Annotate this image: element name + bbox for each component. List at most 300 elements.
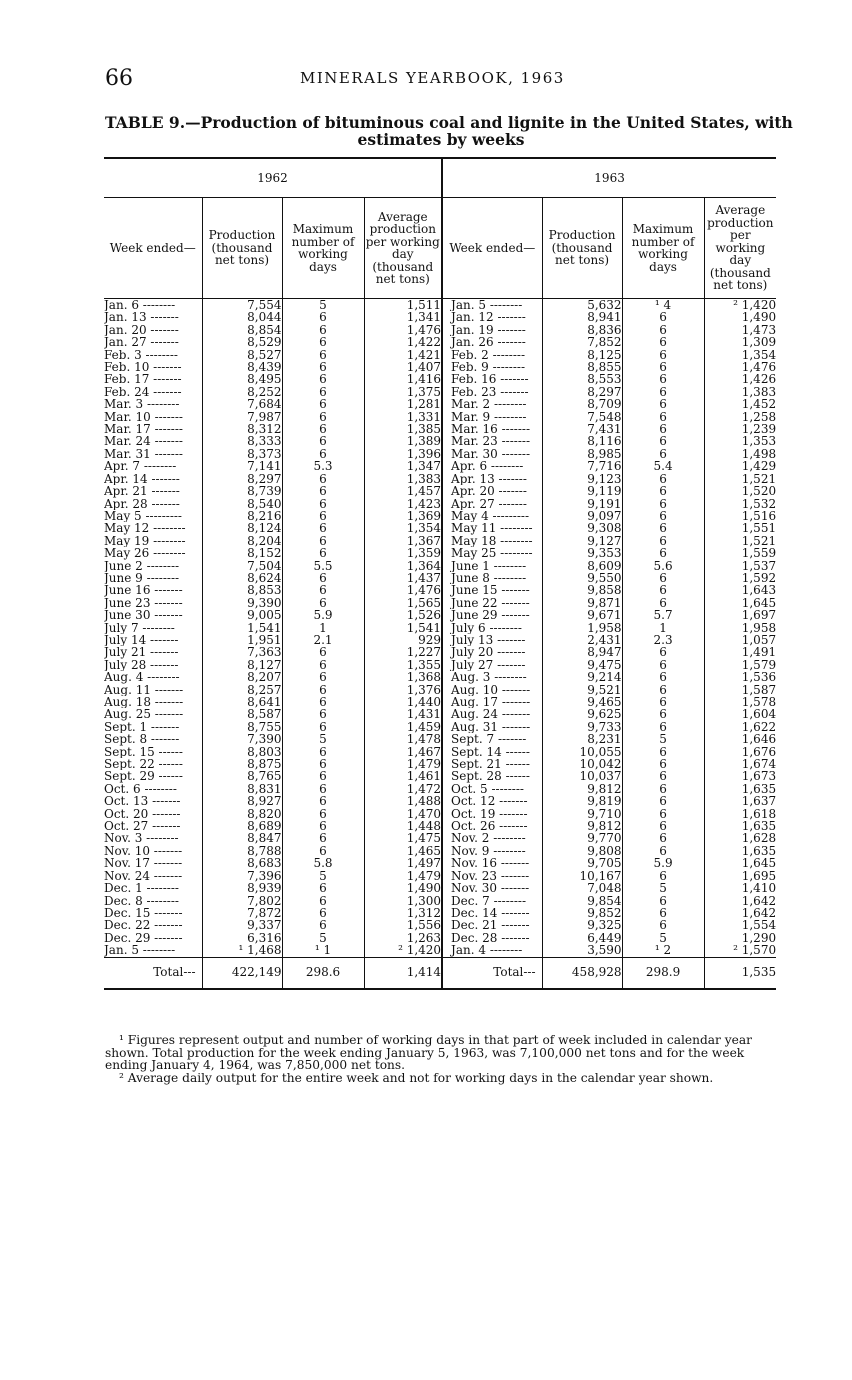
avg-1963-cell: ² 1,570	[733, 944, 777, 958]
table-row	[104, 634, 776, 646]
max-days-1963-cell: 6	[622, 684, 704, 696]
caption-line-1: TABLE 9.—Production of bituminous coal and lignite in the United States, with	[105, 113, 793, 132]
week-1963-cell: Apr. 6 --------	[442, 460, 542, 472]
max-days-1962-cell: 6	[282, 510, 364, 522]
avg-1963-cell: 1,645	[741, 596, 777, 610]
max-days-1962-cell: 2.1	[282, 634, 364, 646]
table-row	[104, 510, 776, 522]
avg-1962-cell: 1,359	[406, 547, 442, 560]
table-row	[104, 696, 776, 708]
week-1962-cell: Sept. 15 ------	[104, 746, 202, 758]
week-1962-cell: Oct. 6 --------	[104, 783, 202, 795]
avg-1963-cell: 1,353	[741, 435, 777, 448]
week-1962-cell: Oct. 13 -------	[104, 795, 202, 807]
production-1962-cell: 8,495	[202, 373, 282, 385]
production-1962-cell: 7,987	[202, 411, 282, 423]
table-row	[104, 944, 776, 957]
table-row	[104, 460, 776, 472]
table-row	[104, 299, 776, 312]
total-production-1963: 458,928	[542, 957, 622, 989]
week-1962-cell: Dec. 15 -------	[104, 907, 202, 919]
table-row	[104, 932, 776, 944]
week-1962-cell: Feb. 17 -------	[104, 373, 202, 385]
production-1962-cell: 1,541	[202, 622, 282, 634]
production-1962-cell: 8,765	[202, 770, 282, 782]
avg-1962-cell: 1,437	[406, 571, 442, 585]
week-1963-cell: Feb. 2 --------	[442, 349, 542, 361]
avg-1962-cell: 1,385	[406, 423, 442, 436]
max-days-1962-cell: 5	[282, 870, 364, 882]
max-days-1963-cell: 6	[622, 522, 704, 534]
production-1963-cell: 9,475	[542, 659, 622, 671]
max-days-1963-cell: 6	[622, 547, 704, 559]
production-1962-cell: 7,396	[202, 870, 282, 882]
avg-1962-cell: 1,476	[406, 323, 442, 337]
production-1962-cell: 8,624	[202, 572, 282, 584]
production-1962-cell: 8,297	[202, 473, 282, 485]
week-1962-cell: June 23 -------	[104, 597, 202, 609]
production-1962-cell: 8,831	[202, 783, 282, 795]
total-avg-1962: 1,414	[364, 957, 442, 989]
max-days-1963-cell: 6	[622, 435, 704, 447]
production-1962-cell: 8,207	[202, 671, 282, 683]
production-1963-cell: 8,941	[542, 311, 622, 323]
week-1963-cell: Jan. 26 -------	[442, 336, 542, 348]
max-days-1962-cell: 6	[282, 708, 364, 720]
table-row	[104, 845, 776, 857]
avg-1963-cell: 1,532	[741, 497, 777, 510]
week-1963-cell: Dec. 7 --------	[442, 895, 542, 907]
max-days-1963-cell: 6	[622, 919, 704, 931]
week-1962-cell: Apr. 21 -------	[104, 485, 202, 497]
max-days-1963-cell: 6	[622, 820, 704, 832]
avg-1963-cell: 1,697	[741, 609, 777, 622]
max-days-1963-cell: 6	[622, 746, 704, 758]
max-days-1963-cell: 6	[622, 324, 704, 336]
production-1963-cell: 9,819	[542, 795, 622, 807]
max-days-1963-cell: 6	[622, 398, 704, 410]
table-row	[104, 746, 776, 758]
week-1962-cell: Jan. 5 --------	[104, 944, 202, 957]
production-1963-cell: 8,609	[542, 560, 622, 572]
production-1963-cell: 9,465	[542, 696, 622, 708]
avg-1962-cell: 929	[418, 633, 442, 647]
production-header-1963: Production (thousand net tons)	[542, 198, 622, 299]
production-1963-cell: 9,812	[542, 783, 622, 795]
production-1963-cell: 9,808	[542, 845, 622, 857]
week-1963-cell: Oct. 26 -------	[442, 820, 542, 832]
table-row	[104, 572, 776, 584]
avg-1962-cell: 1,376	[406, 683, 442, 696]
avg-1962-cell: 1,541	[406, 621, 442, 634]
max-days-1963-cell: 6	[622, 770, 704, 782]
week-1963-cell: May 4 ---------	[442, 510, 542, 522]
max-days-1962-cell: 1	[282, 622, 364, 634]
production-1963-cell: 7,548	[542, 411, 622, 423]
avg-1963-cell: 1,521	[741, 534, 777, 548]
table-row	[104, 622, 776, 634]
max-days-1963-cell: 5	[622, 733, 704, 745]
avg-1962-cell: 1,448	[406, 820, 442, 833]
production-1962-cell: 8,333	[202, 435, 282, 447]
max-days-1962-cell: 6	[282, 795, 364, 807]
avg-1962-cell: 1,416	[406, 373, 442, 386]
avg-1962-cell: 1,440	[406, 696, 442, 709]
avg-1962-cell: 1,383	[406, 472, 442, 486]
avg-1963-cell: 1,537	[741, 559, 777, 572]
max-days-1962-cell: 5	[282, 932, 364, 944]
production-1963-cell: 9,119	[542, 485, 622, 497]
production-1963-cell: 9,325	[542, 919, 622, 931]
production-1963-cell: 7,716	[542, 460, 622, 472]
production-1963-cell: 7,852	[542, 336, 622, 348]
week-1962-cell: Nov. 10 -------	[104, 845, 202, 857]
week-1962-cell: May 19 --------	[104, 535, 202, 547]
week-1963-cell: Apr. 13 -------	[442, 473, 542, 485]
max-days-1962-cell: 6	[282, 398, 364, 410]
production-1962-cell: 8,439	[202, 361, 282, 373]
week-1962-cell: Sept. 22 ------	[104, 758, 202, 770]
avg-1963-cell: 1,579	[741, 658, 777, 672]
avg-1963-cell: 1,426	[741, 373, 777, 386]
week-1963-cell: Nov. 2 --------	[442, 832, 542, 844]
production-1963-cell: 8,553	[542, 373, 622, 385]
max-days-1963-cell: ¹ 2	[622, 944, 704, 957]
avg-1962-cell: 1,467	[406, 745, 442, 759]
max-days-1962-cell: 6	[282, 597, 364, 609]
table-row	[104, 411, 776, 423]
avg-1963-cell: 1,635	[741, 782, 777, 796]
production-1963-cell: 9,123	[542, 473, 622, 485]
avg-1962-cell: 1,475	[406, 832, 442, 845]
production-1962-cell: 8,755	[202, 721, 282, 733]
week-1963-cell: Dec. 28 -------	[442, 932, 542, 944]
table-row	[104, 560, 776, 572]
max-days-1963-cell: 6	[622, 721, 704, 733]
avg-1963-cell: 1,309	[741, 336, 777, 349]
production-1963-cell: 10,167	[542, 870, 622, 882]
week-1963-cell: Mar. 2 --------	[442, 398, 542, 410]
max-days-1963-cell: 6	[622, 659, 704, 671]
avg-1962-cell: 1,368	[406, 671, 442, 684]
table-row	[104, 770, 776, 782]
max-days-1963-cell: 6	[622, 349, 704, 361]
table-row	[104, 597, 776, 609]
production-1962-cell: 7,504	[202, 560, 282, 572]
week-1963-cell: Feb. 23 -------	[442, 386, 542, 398]
table-row	[104, 584, 776, 596]
avg-1962-cell: 1,556	[406, 919, 442, 932]
week-1962-cell: Apr. 28 -------	[104, 498, 202, 510]
max-days-1963-cell: 6	[622, 845, 704, 857]
table-row	[104, 349, 776, 361]
production-1963-cell: 10,055	[542, 746, 622, 758]
week-1963-cell: Mar. 23 -------	[442, 435, 542, 447]
production-1963-cell: 9,671	[542, 609, 622, 621]
production-1962-cell: 9,005	[202, 609, 282, 621]
week-1963-cell: Aug. 24 -------	[442, 708, 542, 720]
week-1963-cell: June 22 -------	[442, 597, 542, 609]
avg-1963-cell: 1,057	[741, 633, 777, 647]
week-1963-cell: Sept. 28 ------	[442, 770, 542, 782]
max-days-1962-cell: 6	[282, 684, 364, 696]
week-1962-cell: Jan. 20 -------	[104, 324, 202, 336]
avg-1962-cell: 1,476	[406, 584, 442, 597]
table-row	[104, 361, 776, 373]
max-days-1963-cell: 6	[622, 708, 704, 720]
production-1962-cell: 7,802	[202, 895, 282, 907]
week-1963-cell: July 20 -------	[442, 646, 542, 658]
avg-1962-cell: 1,421	[406, 348, 442, 362]
footnote-2: ² Average daily output for the entire week and not for working days in the calendar year shown.	[119, 1070, 714, 1085]
table-row	[104, 485, 776, 497]
production-1962-cell: 8,853	[202, 584, 282, 596]
week-1962-cell: Aug. 18 -------	[104, 696, 202, 708]
max-days-1962-cell: 6	[282, 721, 364, 733]
max-days-1962-cell: 6	[282, 907, 364, 919]
week-1963-cell: Mar. 30 -------	[442, 448, 542, 460]
avg-1962-cell: ² 1,420	[398, 944, 442, 958]
week-1963-cell: June 1 --------	[442, 560, 542, 572]
week-1963-cell: Dec. 21 -------	[442, 919, 542, 931]
production-1962-cell: 8,847	[202, 832, 282, 844]
total-row	[104, 957, 776, 989]
max-days-1962-cell: 6	[282, 547, 364, 559]
avg-header-1963: Average production per working day (thousand net tons)	[704, 198, 776, 299]
production-1962-cell: 8,803	[202, 746, 282, 758]
avg-1963-cell: 1,958	[741, 621, 777, 634]
max-days-1962-cell: 6	[282, 845, 364, 857]
max-days-1963-cell: 6	[622, 336, 704, 348]
footnotes	[105, 1034, 780, 1084]
avg-1962-cell: 1,300	[406, 894, 442, 907]
production-1962-cell: 8,124	[202, 522, 282, 534]
week-1962-cell: July 14 -------	[104, 634, 202, 646]
max-days-1962-cell: 6	[282, 423, 364, 435]
week-1963-cell: Apr. 20 -------	[442, 485, 542, 497]
production-1962-cell: ¹ 1,468	[202, 944, 282, 957]
week-1962-cell: Feb. 24 -------	[104, 386, 202, 398]
table-row	[104, 820, 776, 832]
week-1962-cell: May 5 ---------	[104, 510, 202, 522]
week-1963-cell: July 13 -------	[442, 634, 542, 646]
week-1962-cell: Jan. 6 --------	[104, 299, 202, 312]
production-1963-cell: 7,048	[542, 882, 622, 894]
table-row	[104, 398, 776, 410]
production-1963-cell: 8,125	[542, 349, 622, 361]
max-days-1962-cell: 6	[282, 535, 364, 547]
max-days-1962-cell: 6	[282, 659, 364, 671]
production-1963-cell: 8,297	[542, 386, 622, 398]
max-days-1962-cell: 6	[282, 832, 364, 844]
max-days-1962-cell: 6	[282, 361, 364, 373]
max-days-1963-cell: 5	[622, 932, 704, 944]
avg-1962-cell: 1,461	[406, 770, 442, 783]
production-1963-cell: 8,836	[542, 324, 622, 336]
week-1963-cell: Nov. 23 -------	[442, 870, 542, 882]
max-days-1962-cell: 6	[282, 671, 364, 683]
max-days-1962-cell: ¹ 1	[282, 944, 364, 957]
max-days-1963-cell: 5.7	[622, 609, 704, 621]
max-days-1963-cell: 6	[622, 423, 704, 435]
week-1962-cell: Mar. 24 -------	[104, 435, 202, 447]
max-days-1962-cell: 6	[282, 448, 364, 460]
avg-1962-cell: 1,389	[406, 435, 442, 448]
avg-1963-cell: 1,520	[741, 485, 777, 498]
table-row	[104, 671, 776, 683]
week-1962-cell: Feb. 3 --------	[104, 349, 202, 361]
footnote-1: ¹ Figures represent output and number of working days in that part of week included in calendar year shown. Total production for the week ending January 5, 1963, was 7,100,000 net tons and for the week ending January 4, 1964, was 7,850,000 net tons.	[105, 1033, 752, 1072]
week-1963-cell: Oct. 12 -------	[442, 795, 542, 807]
production-1962-cell: 8,854	[202, 324, 282, 336]
week-1962-cell: Sept. 8 -------	[104, 733, 202, 745]
production-1963-cell: 9,625	[542, 708, 622, 720]
max-days-1962-cell: 6	[282, 584, 364, 596]
week-1963-cell: Oct. 19 -------	[442, 808, 542, 820]
avg-1963-cell: 1,642	[741, 906, 777, 920]
production-1963-cell: 9,127	[542, 535, 622, 547]
production-1963-cell: 8,947	[542, 646, 622, 658]
avg-1963-cell: 1,592	[741, 571, 777, 585]
max-days-1963-cell: 6	[622, 758, 704, 770]
table-row	[104, 832, 776, 844]
avg-1962-cell: 1,511	[406, 298, 442, 312]
production-1962-cell: 8,875	[202, 758, 282, 770]
week-1963-cell: July 6 --------	[442, 622, 542, 634]
production-1962-cell: 8,529	[202, 336, 282, 348]
production-1963-cell: 8,709	[542, 398, 622, 410]
table-row	[104, 857, 776, 869]
production-1962-cell: 8,540	[202, 498, 282, 510]
avg-1962-cell: 1,227	[406, 646, 442, 659]
max-days-1963-cell: 6	[622, 832, 704, 844]
table-row	[104, 870, 776, 882]
avg-1962-cell: 1,431	[406, 708, 442, 721]
week-1962-cell: July 28 -------	[104, 659, 202, 671]
production-1963-cell: 9,550	[542, 572, 622, 584]
avg-1963-cell: 1,643	[741, 584, 777, 597]
table-row	[104, 795, 776, 807]
max-days-1963-cell: 6	[622, 498, 704, 510]
table-row	[104, 373, 776, 385]
table-row	[104, 646, 776, 658]
max-days-1963-cell: 6	[622, 870, 704, 882]
table-row	[104, 547, 776, 559]
table-row	[104, 522, 776, 534]
week-1962-cell: Mar. 17 -------	[104, 423, 202, 435]
production-1962-cell: 9,337	[202, 919, 282, 931]
avg-1962-cell: 1,341	[406, 311, 442, 324]
avg-1963-cell: 1,521	[741, 472, 777, 486]
max-days-1963-cell: 6	[622, 597, 704, 609]
production-1963-cell: 9,770	[542, 832, 622, 844]
max-days-1962-cell: 6	[282, 373, 364, 385]
table-row	[104, 895, 776, 907]
week-1962-cell: May 12 --------	[104, 522, 202, 534]
max-days-1962-cell: 6	[282, 783, 364, 795]
year-1962-header: 1962	[104, 158, 442, 198]
max-days-1962-cell: 6	[282, 820, 364, 832]
total-days-1963: 298.9	[622, 957, 704, 989]
avg-1963-cell: 1,578	[741, 696, 777, 709]
page-number: 66	[105, 66, 133, 91]
avg-1962-cell: 1,347	[406, 460, 442, 473]
week-1963-cell: Nov. 16 -------	[442, 857, 542, 869]
max-days-1963-cell: 5	[622, 882, 704, 894]
max-days-1962-cell: 6	[282, 895, 364, 907]
week-1962-cell: June 30 -------	[104, 609, 202, 621]
production-1963-cell: 9,871	[542, 597, 622, 609]
week-1963-cell: Jan. 19 -------	[442, 324, 542, 336]
week-1962-cell: Aug. 4 --------	[104, 671, 202, 683]
max-days-1963-cell: 6	[622, 783, 704, 795]
table-row	[104, 708, 776, 720]
production-1962-cell: 8,152	[202, 547, 282, 559]
max-days-1962-cell: 6	[282, 498, 364, 510]
week-1962-cell: Dec. 22 -------	[104, 919, 202, 931]
production-1962-cell: 8,689	[202, 820, 282, 832]
avg-1963-cell: 1,618	[741, 807, 777, 821]
week-1963-cell: Mar. 9 --------	[442, 411, 542, 423]
max-days-1962-cell: 6	[282, 882, 364, 894]
max-days-1962-cell: 6	[282, 349, 364, 361]
avg-1963-cell: 1,490	[741, 311, 777, 324]
max-days-1963-cell: 5.6	[622, 560, 704, 572]
max-days-1962-cell: 6	[282, 746, 364, 758]
production-1963-cell: 8,985	[542, 448, 622, 460]
avg-1963-cell: 1,354	[741, 348, 777, 362]
avg-1963-cell: 1,258	[741, 410, 777, 424]
table-row	[104, 684, 776, 696]
avg-1962-cell: 1,396	[406, 447, 442, 461]
production-1963-cell: 5,632	[542, 299, 622, 312]
week-1962-cell: June 2 --------	[104, 560, 202, 572]
max-days-1963-cell: 6	[622, 311, 704, 323]
avg-1962-cell: 1,331	[406, 410, 442, 424]
max-days-1963-cell: 6	[622, 473, 704, 485]
avg-1962-cell: 1,407	[406, 361, 442, 374]
week-1963-cell: Jan. 12 -------	[442, 311, 542, 323]
max-days-header-1963: Maximum number of working days	[622, 198, 704, 299]
max-days-1962-cell: 5.9	[282, 609, 364, 621]
week-1962-cell: Dec. 8 --------	[104, 895, 202, 907]
max-days-1962-cell: 6	[282, 473, 364, 485]
avg-1963-cell: 1,676	[741, 745, 777, 759]
max-days-1963-cell: 6	[622, 795, 704, 807]
avg-1962-cell: 1,479	[406, 869, 442, 883]
max-days-1962-cell: 6	[282, 808, 364, 820]
avg-1962-cell: 1,423	[406, 497, 442, 510]
production-1962-cell: 7,390	[202, 733, 282, 745]
avg-1962-cell: 1,472	[406, 782, 442, 796]
week-1963-cell: Aug. 10 -------	[442, 684, 542, 696]
week-1963-cell: Apr. 27 -------	[442, 498, 542, 510]
production-1963-cell: 9,191	[542, 498, 622, 510]
avg-1962-cell: 1,479	[406, 758, 442, 771]
max-days-1963-cell: 6	[622, 373, 704, 385]
production-1963-cell: 9,521	[542, 684, 622, 696]
week-1962-cell: July 21 -------	[104, 646, 202, 658]
production-1963-cell: 2,431	[542, 634, 622, 646]
table-row	[104, 311, 776, 323]
max-days-1962-cell: 6	[282, 311, 364, 323]
production-1962-cell: 8,927	[202, 795, 282, 807]
avg-1962-cell: 1,565	[406, 596, 442, 610]
max-days-1963-cell: ¹ 4	[622, 299, 704, 312]
week-header-1962: Week ended—	[104, 198, 202, 299]
max-days-1963-cell: 6	[622, 535, 704, 547]
table-row	[104, 535, 776, 547]
